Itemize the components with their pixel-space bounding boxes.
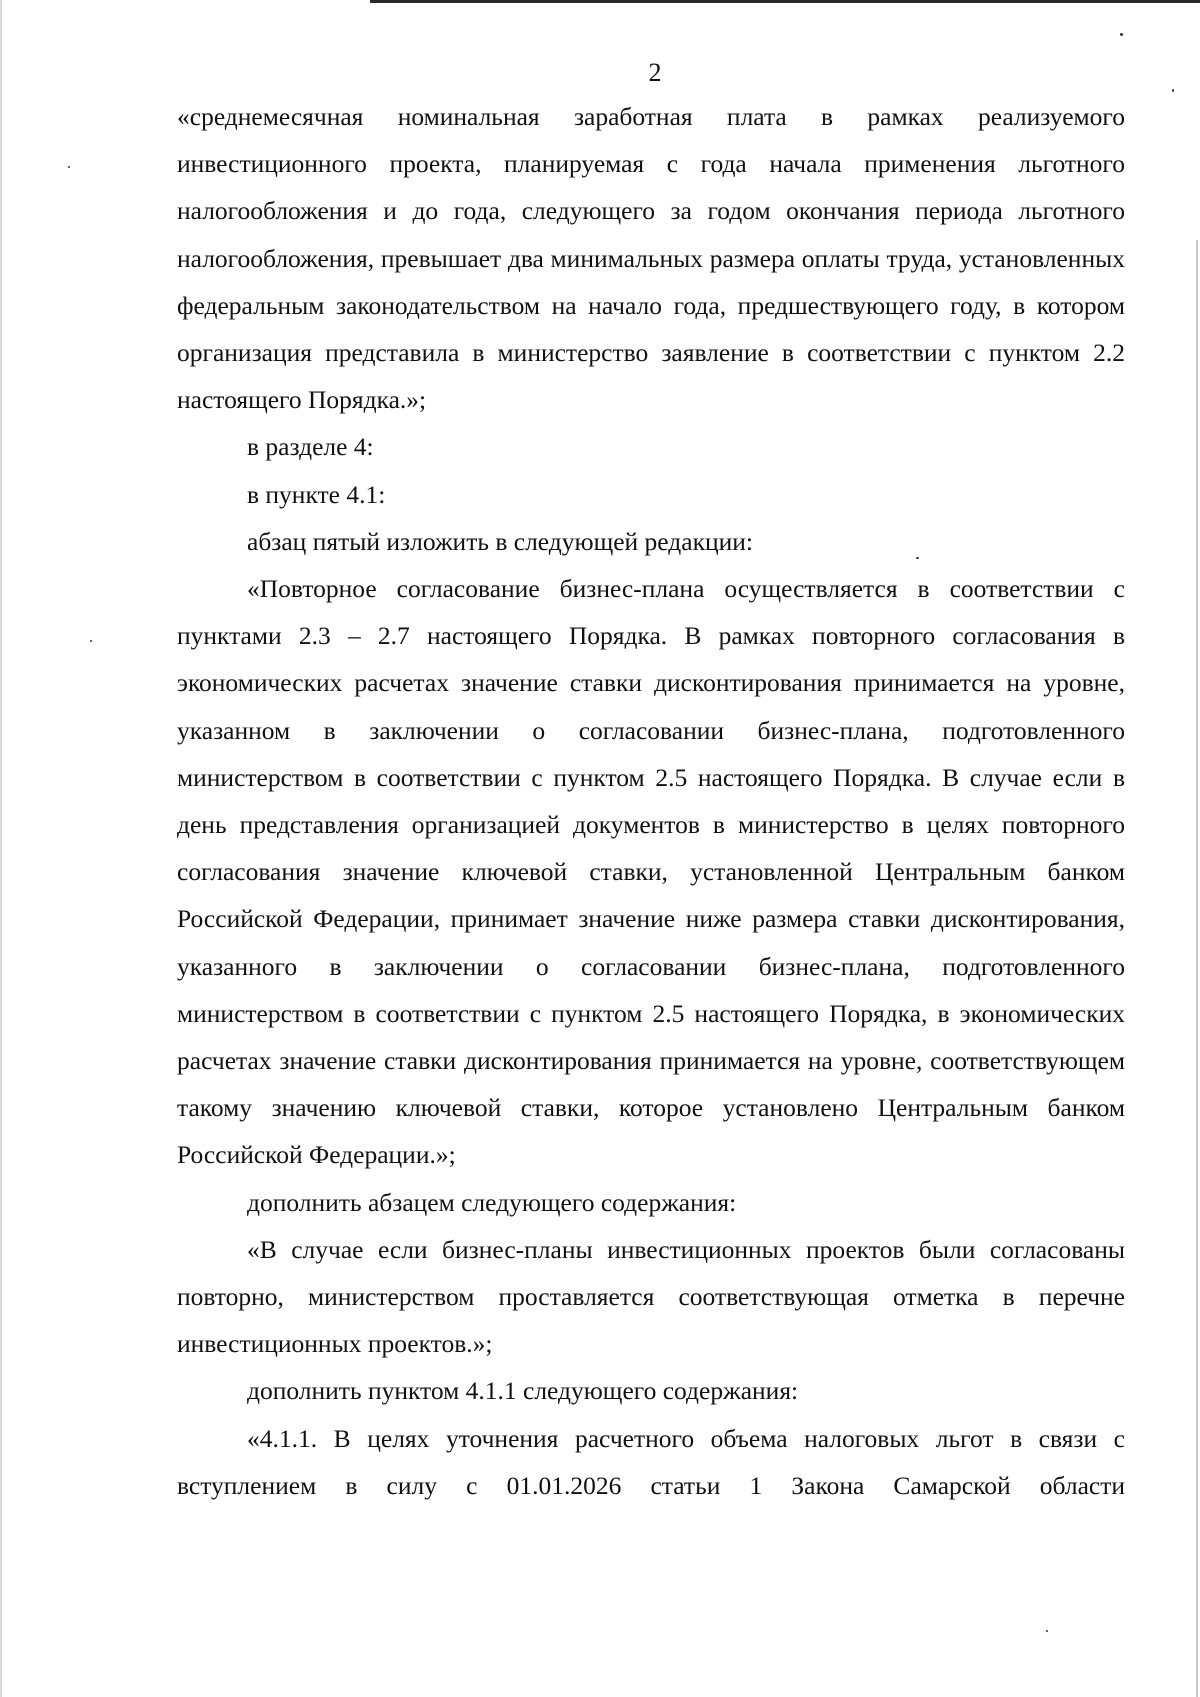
scan-edge-right <box>1196 240 1198 1697</box>
scan-edge-top <box>370 0 1200 3</box>
scan-edge-left <box>0 0 2 1697</box>
paragraph: «В случае если бизнес-планы инвестиционных проектов были согласованы повторно, министерством проставляется соответствующая отметка в перечне инвестиционных проектов.»; <box>177 1234 1125 1359</box>
paragraph: в разделе 4: <box>247 432 374 462</box>
scan-speck <box>68 166 70 168</box>
document-body <box>177 93 1125 1509</box>
paragraph: «Повторное согласование бизнес-плана осуществляется в соответствии с пунктами 2.3 – 2.7 настоящего Порядка. В рамках повторного согласования в экономических расчетах значение ставки дисконтирования принимается на уровне, указанном в заключении о согласовании бизнес-плана, подготовленного министерством в соответствии с пунктом 2.5 настоящего Порядка. В случае если в день представления организацией документов в министерство в целях повторного согласования значение ключевой ставки, установленной Центральным банком Российской Федерации, принимает значение ниже размера ставки дисконтирования, указанного в заключении о согласовании бизнес-плана, подготовленного министерством в соответствии с пунктом 2.5 настоящего Порядка, в экономических расчетах значение ставки дисконтирования принимается на уровне, соответствующем такому значению ключевой ставки, которое установлено Центральным банком Российской Федерации.»; <box>177 574 1125 1170</box>
paragraph: в пункте 4.1: <box>247 479 386 509</box>
paragraph: дополнить абзацем следующего содержания: <box>247 1187 737 1217</box>
paragraph: «4.1.1. В целях уточнения расчетного объема налоговых льгот в связи с вступлением в силу с 01.01.2026 статьи 1 Закона Самарской области <box>177 1423 1125 1500</box>
paragraph: абзац пятый изложить в следующей редакции: <box>247 526 753 556</box>
paragraph: «среднемесячная номинальная заработная плата в рамках реализуемого инвестиционного проекта, планируемая с года начала применения льготного налогообложения и до года, следующего за годом окончания периода льготного налогообложения, превышает два минимальных размера оплаты труда, установленных федеральным законодательством на начало года, предшествующего году, в котором организация представила в министерство заявление в соответствии с пунктом 2.2 настоящего Порядка.»; <box>177 102 1125 415</box>
page-number: 2 <box>648 58 662 87</box>
scan-speck <box>1120 33 1123 36</box>
scan-speck <box>90 640 92 642</box>
scan-speck <box>1046 1630 1048 1632</box>
paragraph: дополнить пунктом 4.1.1 следующего содержания: <box>247 1376 799 1406</box>
